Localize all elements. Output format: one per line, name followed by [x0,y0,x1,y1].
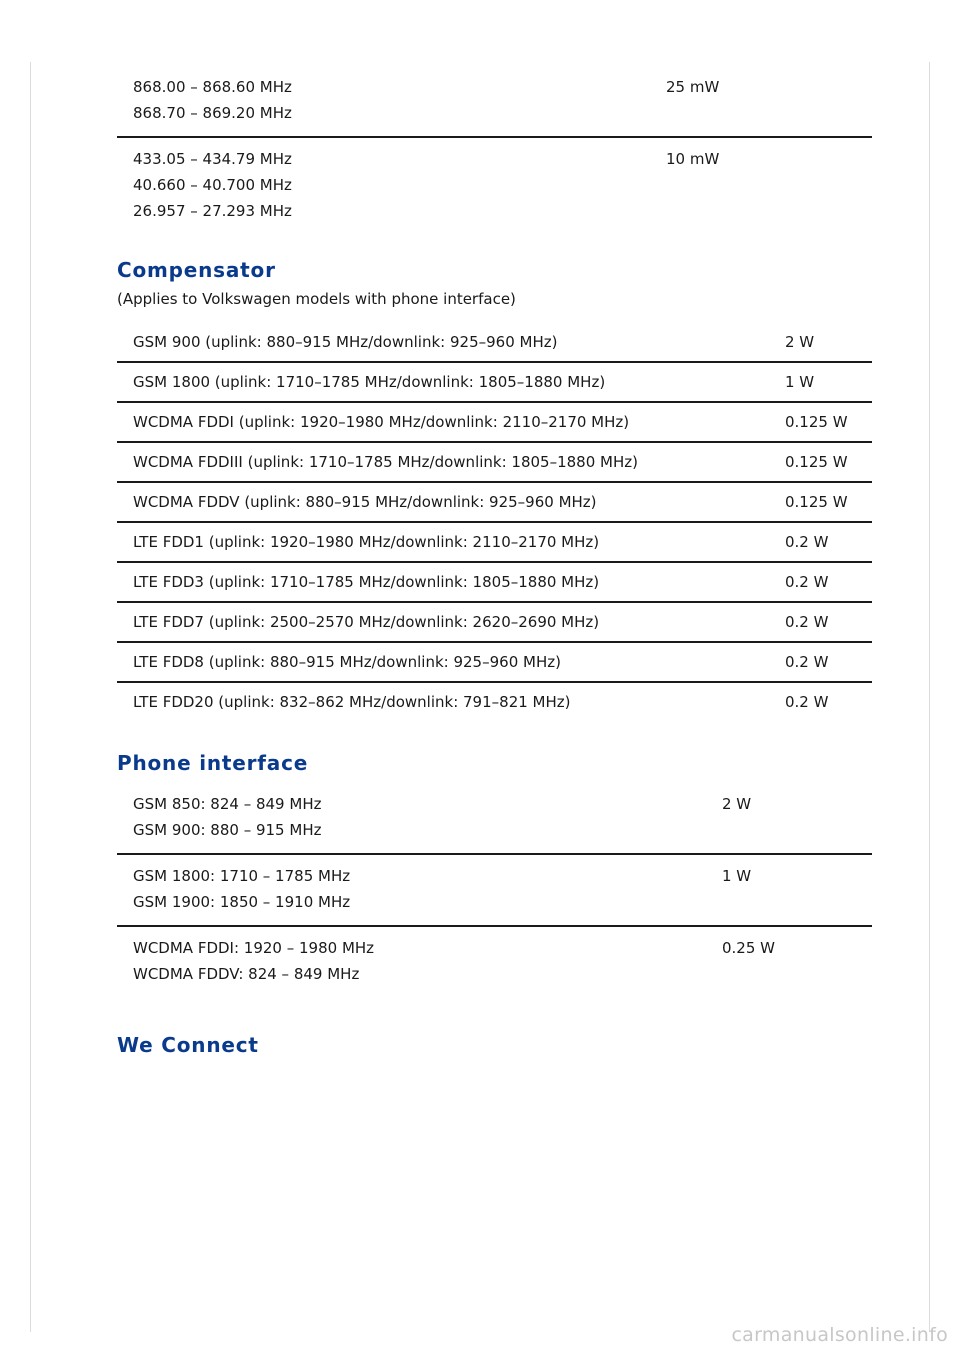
frequency-cell [133,146,666,224]
frequency-value: 433.05 – 434.79 MHz [133,150,292,168]
table-row [117,403,872,443]
table-row [117,787,872,855]
band-cell: LTE FDD8 (uplink: 880–915 MHz/downlink: 925–960 MHz) [133,653,561,671]
power-cell: 1 W [785,373,815,391]
watermark: carmanualsonline.info [731,1324,948,1346]
frequency-value: 26.957 – 27.293 MHz [133,202,292,220]
power-value: 25 mW [666,78,720,96]
table-row [117,855,872,927]
phone-interface-table [117,787,872,997]
band-cell: LTE FDD7 (uplink: 2500–2570 MHz/downlink: 2620–2690 MHz) [133,613,600,631]
table-row [117,68,872,138]
table-row [117,363,872,403]
band-cell [133,863,722,915]
power-cell: 0.2 W [785,573,829,591]
frequency-value: 868.70 – 869.20 MHz [133,104,292,122]
band-cell: WCDMA FDDIII (uplink: 1710–1785 MHz/downlink: 1805–1880 MHz) [133,453,638,471]
band-value: WCDMA FDDI: 1920 – 1980 MHz [133,939,375,957]
page-content [117,68,872,1057]
band-value: GSM 900: 880 – 915 MHz [133,821,322,839]
power-value: 10 mW [666,150,720,168]
power-cell: 0.125 W [785,413,848,431]
power-cell: 0.125 W [785,493,848,511]
band-cell: WCDMA FDDI (uplink: 1920–1980 MHz/downlink: 2110–2170 MHz) [133,413,630,431]
band-value: GSM 1800: 1710 – 1785 MHz [133,867,351,885]
table-row [117,443,872,483]
band-cell: GSM 1800 (uplink: 1710–1785 MHz/downlink: 1805–1880 MHz) [133,373,606,391]
compensator-heading: Compensator [117,258,276,282]
power-cell: 0.25 W [722,939,775,957]
band-value: GSM 1900: 1850 – 1910 MHz [133,893,351,911]
page-frame-left [30,62,31,1332]
table-row [117,683,872,721]
band-cell: LTE FDD20 (uplink: 832–862 MHz/downlink: 791–821 MHz) [133,693,571,711]
compensator-table [117,323,872,721]
table-row [117,523,872,563]
power-cell: 0.2 W [785,533,829,551]
power-cell: 0.125 W [785,453,848,471]
band-value: WCDMA FDDV: 824 – 849 MHz [133,965,360,983]
power-cell: 0.2 W [785,653,829,671]
table-row [117,643,872,683]
compensator-note: (Applies to Volkswagen models with phone interface) [117,290,516,308]
page-frame-right [929,62,930,1332]
band-cell: LTE FDD1 (uplink: 1920–1980 MHz/downlink: 2110–2170 MHz) [133,533,600,551]
band-cell: GSM 900 (uplink: 880–915 MHz/downlink: 925–960 MHz) [133,333,558,351]
table-row [117,927,872,997]
power-cell: 1 W [722,867,752,885]
table-row [117,483,872,523]
we-connect-heading: We Connect [117,1033,259,1057]
power-cell: 0.2 W [785,693,829,711]
frequency-cell [133,74,666,126]
table-row [117,563,872,603]
power-cell: 2 W [722,795,752,813]
frequency-value: 40.660 – 40.700 MHz [133,176,292,194]
frequency-value: 868.00 – 868.60 MHz [133,78,292,96]
power-cell: 0.2 W [785,613,829,631]
band-cell: LTE FDD3 (uplink: 1710–1785 MHz/downlink: 1805–1880 MHz) [133,573,600,591]
table-row [117,603,872,643]
phone-interface-heading: Phone interface [117,751,309,775]
rf-power-table [117,68,872,234]
band-cell [133,935,722,987]
band-cell [133,791,722,843]
table-row [117,138,872,234]
power-cell: 2 W [785,333,815,351]
band-value: GSM 850: 824 – 849 MHz [133,795,322,813]
band-cell: WCDMA FDDV (uplink: 880–915 MHz/downlink: 925–960 MHz) [133,493,597,511]
table-row [117,323,872,363]
